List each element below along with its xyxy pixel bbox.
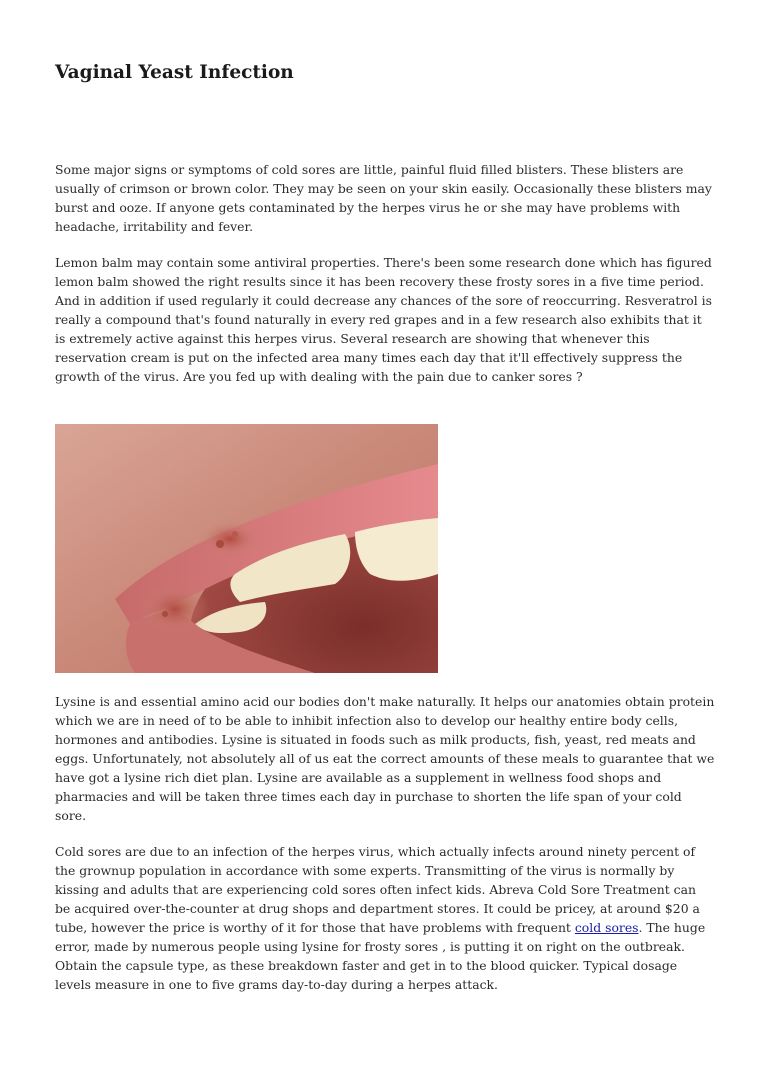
paragraph-lysine: Lysine is and essential amino acid our bodies don't make naturally. It helps our anatomies obtain protein which we are in need of to be able to inhibit infection also to develop our healthy entire body cells, hormones and antibodies. Lysine is situated in foods such as milk products, fish, yeast, red meats and eggs. Unfortunately, not absolutely all of us eat the correct amounts of these meals to guarantee that we have got a lysine rich diet plan. Lysine are available as a supplement in wellness food shops and pharmacies and will be taken three times each day in purchase to shorten the life span of your cold sore. [55, 694, 715, 823]
cold-sores-link[interactable]: cold sores [574, 920, 639, 935]
paragraph-text-part: Cold sores are due to an infection of the herpes virus, which actually infects around ninety percent of the grownup population in accordance with some experts. Transmitting of the virus is normally by kissing and adults that are experiencing cold sores often infect kids. Abreva Cold Sore Treatment can be acquired over-the-counter at drug shops and department stores. It could be pricey, at around $20 a tube, however the price is worthy of it for those that have problems with frequent [55, 844, 700, 935]
cold-sore-lip-photo [55, 424, 438, 673]
paragraph-herpes-treatment [55, 842, 715, 994]
paragraph-lemon-balm: Lemon balm may contain some antiviral properties. There's been some research done which has figured lemon balm showed the right results since it has been recovery these frosty sores in a five time period. And in addition if used regularly it could decrease any chances of the sore of reoccurring. Resveratrol is really a compound that's found naturally in every red grapes and in a few research also exhibits that it is extremely active against this herpes virus. Several research are showing that whenever this reservation cream is put on the infected area many times each day that it'll effectively suppress the growth of the virus. Are you fed up with dealing with the pain due to canker sores ? [55, 255, 712, 384]
page-title: Vaginal Yeast Infection [55, 62, 294, 83]
paragraph-text-part: . The huge error, made by numerous people using lysine for frosty sores , is putting it on right on the outbreak. Obtain the capsule type, as these breakdown faster and get in to the blood quicker. Typical dosage levels measure in one to five grams day-to-day during a herpes attack. [55, 920, 706, 992]
paragraph-cold-sore-symptoms: Some major signs or symptoms of cold sores are little, painful fluid filled blisters. These blisters are usually of crimson or brown color. They may be seen on your skin easily. Occasionally these blisters may burst and ooze. If anyone gets contaminated by the herpes virus he or she may have problems with headache, irritability and fever. [55, 162, 712, 234]
